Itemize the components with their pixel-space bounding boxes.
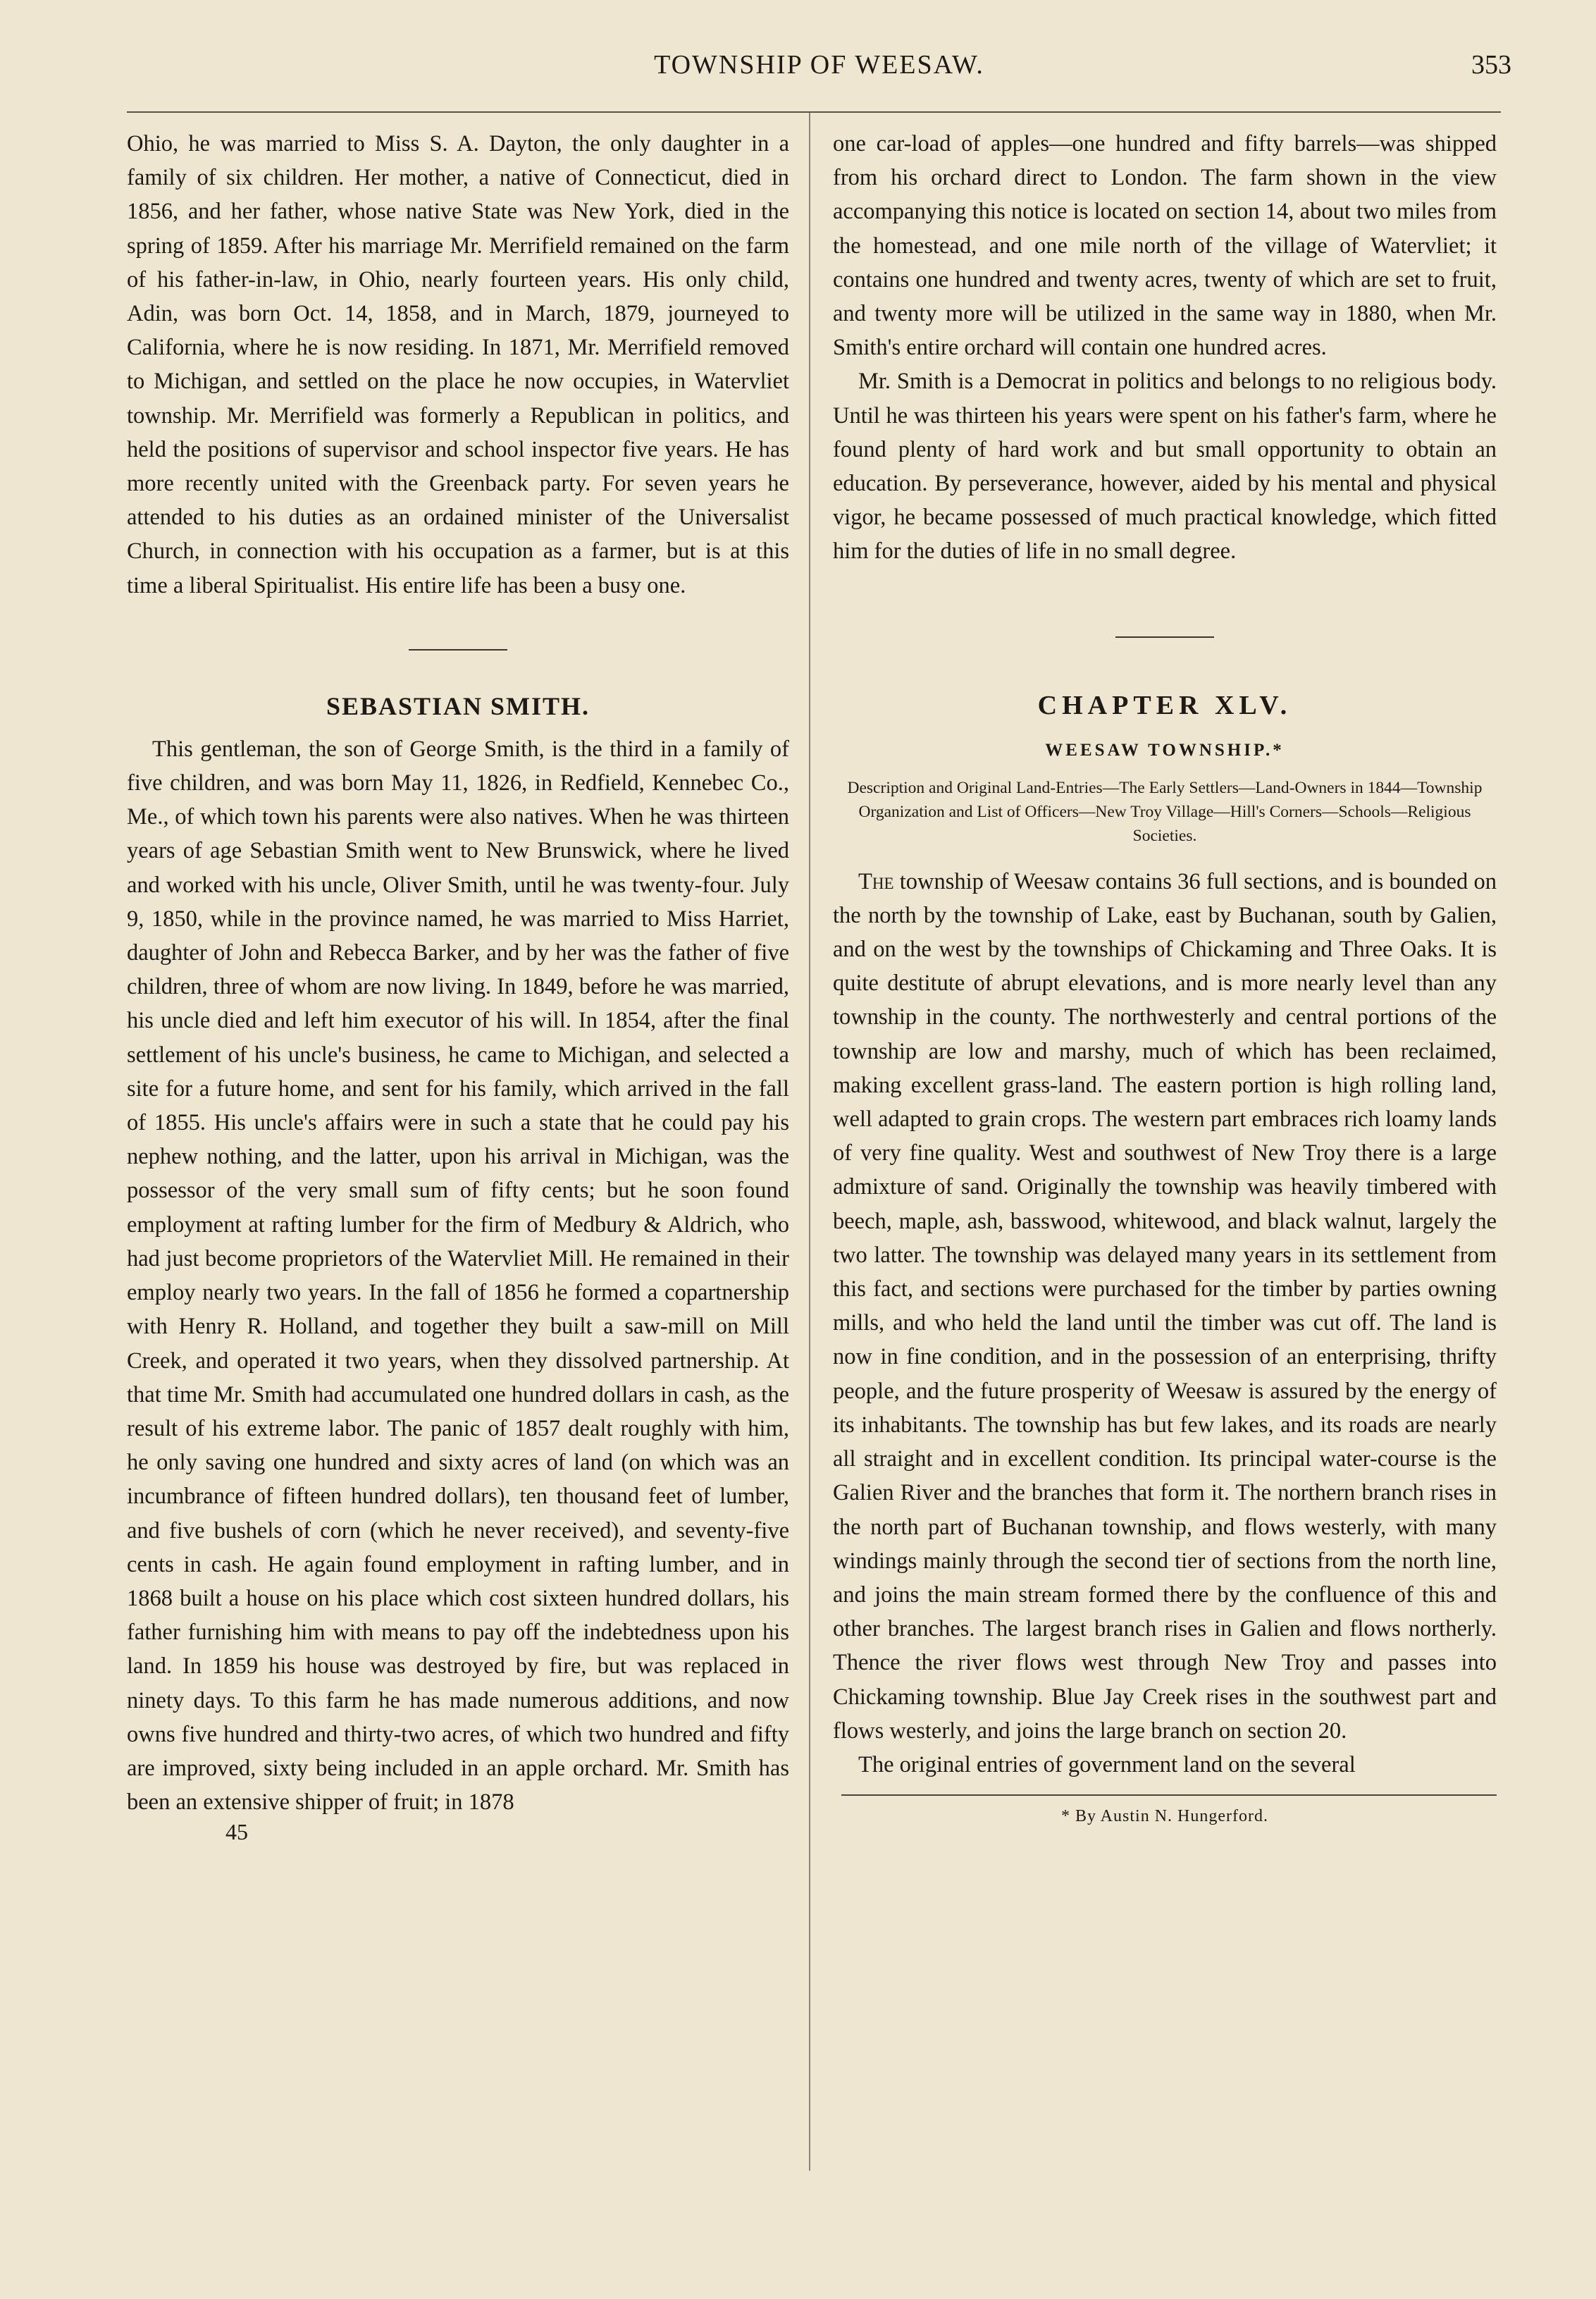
politics-paragraph: Mr. Smith is a Democrat in politics and belongs to no religious body. Until he was thirteen his years were spent on his father's farm, where he found plenty of hard work and but small opportunity to obtain an education. By perseverance, however, aided by his mental and physical vigor, he became possessed of much practical knowledge, which fitted him for the duties of life in no small degree.	[833, 369, 1497, 565]
footnote: * By Austin N. Hungerford.	[1061, 1807, 1268, 1826]
signature-mark: 45	[225, 1819, 248, 1845]
biography-title: SEBASTIAN SMITH.	[326, 691, 590, 720]
page-header	[127, 49, 1511, 85]
running-title: TOWNSHIP OF WEESAW.	[654, 50, 984, 80]
closing-paragraph: The original entries of government land on the several	[858, 1751, 1356, 1777]
header-rule	[127, 111, 1501, 113]
chapter-paragraph	[833, 865, 1497, 1748]
chapter-subtitle: WEESAW TOWNSHIP.*	[1045, 740, 1285, 760]
right-column	[833, 127, 1497, 1826]
chapter-title: CHAPTER XLV.	[1037, 690, 1292, 720]
chapter-paragraph-text: township of Weesaw contains 36 full sections, and is bounded on the north by the township of Lake, east by Buchanan, south by Galien, and on the west by the townships of Chickaming and Three Oaks. It is quite destitute of abrupt elevations, and is more nearly level than any township in the county. The northwesterly and central portions of the township are low and marshy, much of which has been reclaimed, making excellent grass-land. The eastern portion is high rolling land, well adapted to grain crops. The western part embraces rich loamy lands of very fine quality. West and southwest of New Troy there is a large admixture of sand. Originally the township was heavily timbered with beech, maple, ash, basswood, whitewood, and black walnut, largely the two latter. The township was delayed many years in its settlement from this fact, and sections were purchased for the timber by parties owning mills, and who held the land until the timber was cut off. The land is now in fine condition, and in the possession of an enterprising, thrifty people, and the future prosperity of Weesaw is assured by the energy of its inhabitants. The township has but few lakes, and its roads are nearly all straight and in excellent condition. Its principal water-course is the Galien River and the branches that form it. The northern branch rises in the north part of Buchanan township, and flows westerly, with many windings mainly through the second tier of sections from the north line, and joins the main stream formed there by the confluence of this and other branches. The largest branch rises in Galien and flows northerly. Thence the river flows west through New Troy and passes into Chickaming township. Blue Jay Creek rises in the southwest part and flows westerly, and joins the large branch on section 20.	[833, 868, 1497, 1744]
chapter-synopsis: Description and Original Land-Entries—The Early Settlers—Land-Owners in 1844—Township Organization and List of Officers—New Troy Village—Hill's Corners—Schools—Religious Societies.	[847, 778, 1483, 845]
page-number: 353	[1471, 50, 1511, 80]
chapter-lead-word: The	[858, 868, 894, 894]
column-divider	[809, 113, 810, 2171]
continued-paragraph-right: one car-load of apples—one hundred and fifty barrels—was shipped from his orchard direct to London. The farm shown in the view accompanying this notice is located on section 14, about two miles from the homestead, and one mile north of the village of Watervliet; it contains one hundred and twenty acres, twenty of which are set to fruit, and twenty more will be utilized in the same way in 1880, when Mr. Smith's entire orchard will contain one hundred acres.	[833, 131, 1497, 361]
biography-paragraph: This gentleman, the son of George Smith, is the third in a family of five children, and was born May 11, 1826, in Redfield, Kennebec Co., Me., of which town his parents were also natives. When he was thirteen years of age Sebastian Smith went to New Brunswick, where he lived and worked with his uncle, Oliver Smith, until he was twenty-four. July 9, 1850, while in the province named, he was married to Miss Harriet, daughter of John and Rebecca Barker, and by her was the father of five children, three of whom are now living. In 1849, before he was married, his uncle died and left him executor of his will. In 1854, after the final settlement of his uncle's business, he came to Michigan, and selected a site for a future home, and sent for his family, which arrived in the fall of 1855. His uncle's affairs were in such a state that he could pay his nephew nothing, and the latter, upon his arrival in Michigan, was the possessor of the very small sum of fifty cents; but he soon found employment at rafting lumber for the firm of Medbury & Aldrich, who had just become proprietors of the Watervliet Mill. He remained in their employ nearly two years. In the fall of 1856 he formed a copartnership with Henry R. Holland, and together they built a saw-mill on Mill Creek, and operated it two years, when they dissolved partnership. At that time Mr. Smith had accumulated one hundred dollars in cash, as the result of his extreme labor. The panic of 1857 dealt roughly with him, he only saving one hundred and sixty acres of land (on which was an incumbrance of fifteen hundred dollars), ten thousand feet of lumber, and five bushels of corn (which he never received), and seventy-five cents in cash. He again found employment in rafting lumber, and in 1868 built a house on his place which cost sixteen hundred dollars, his father furnishing him with means to pay off the indebtedness upon his land. In 1859 his house was destroyed by fire, but was replaced in ninety days. To this farm he has made numerous additions, and now owns five hundred and thirty-two acres, of which two hundred and fifty are improved, sixty being included in an apple orchard. Mr. Smith has been an extensive shipper of fruit; in 1878	[127, 736, 789, 1816]
continued-paragraph: Ohio, he was married to Miss S. A. Dayton, the only daughter in a family of six children. Her mother, a native of Connecticut, died in 1856, and her father, whose native State was New York, died in the spring of 1859. After his marriage Mr. Merrifield remained on the farm of his father-in-law, in Ohio, nearly fourteen years. His only child, Adin, was born Oct. 14, 1858, and in March, 1879, journeyed to California, where he is now residing. In 1871, Mr. Merrifield removed to Michigan, and settled on the place he now occupies, in Watervliet township. Mr. Merrifield was formerly a Republican in politics, and held the positions of supervisor and school inspector five years. He has more recently united with the Greenback party. For seven years he attended to his duties as an ordained minister of the Universalist Church, in connection with his occupation as a farmer, but is at this time a liberal Spiritualist. His entire life has been a busy one.	[127, 131, 789, 598]
left-column	[127, 127, 789, 1845]
